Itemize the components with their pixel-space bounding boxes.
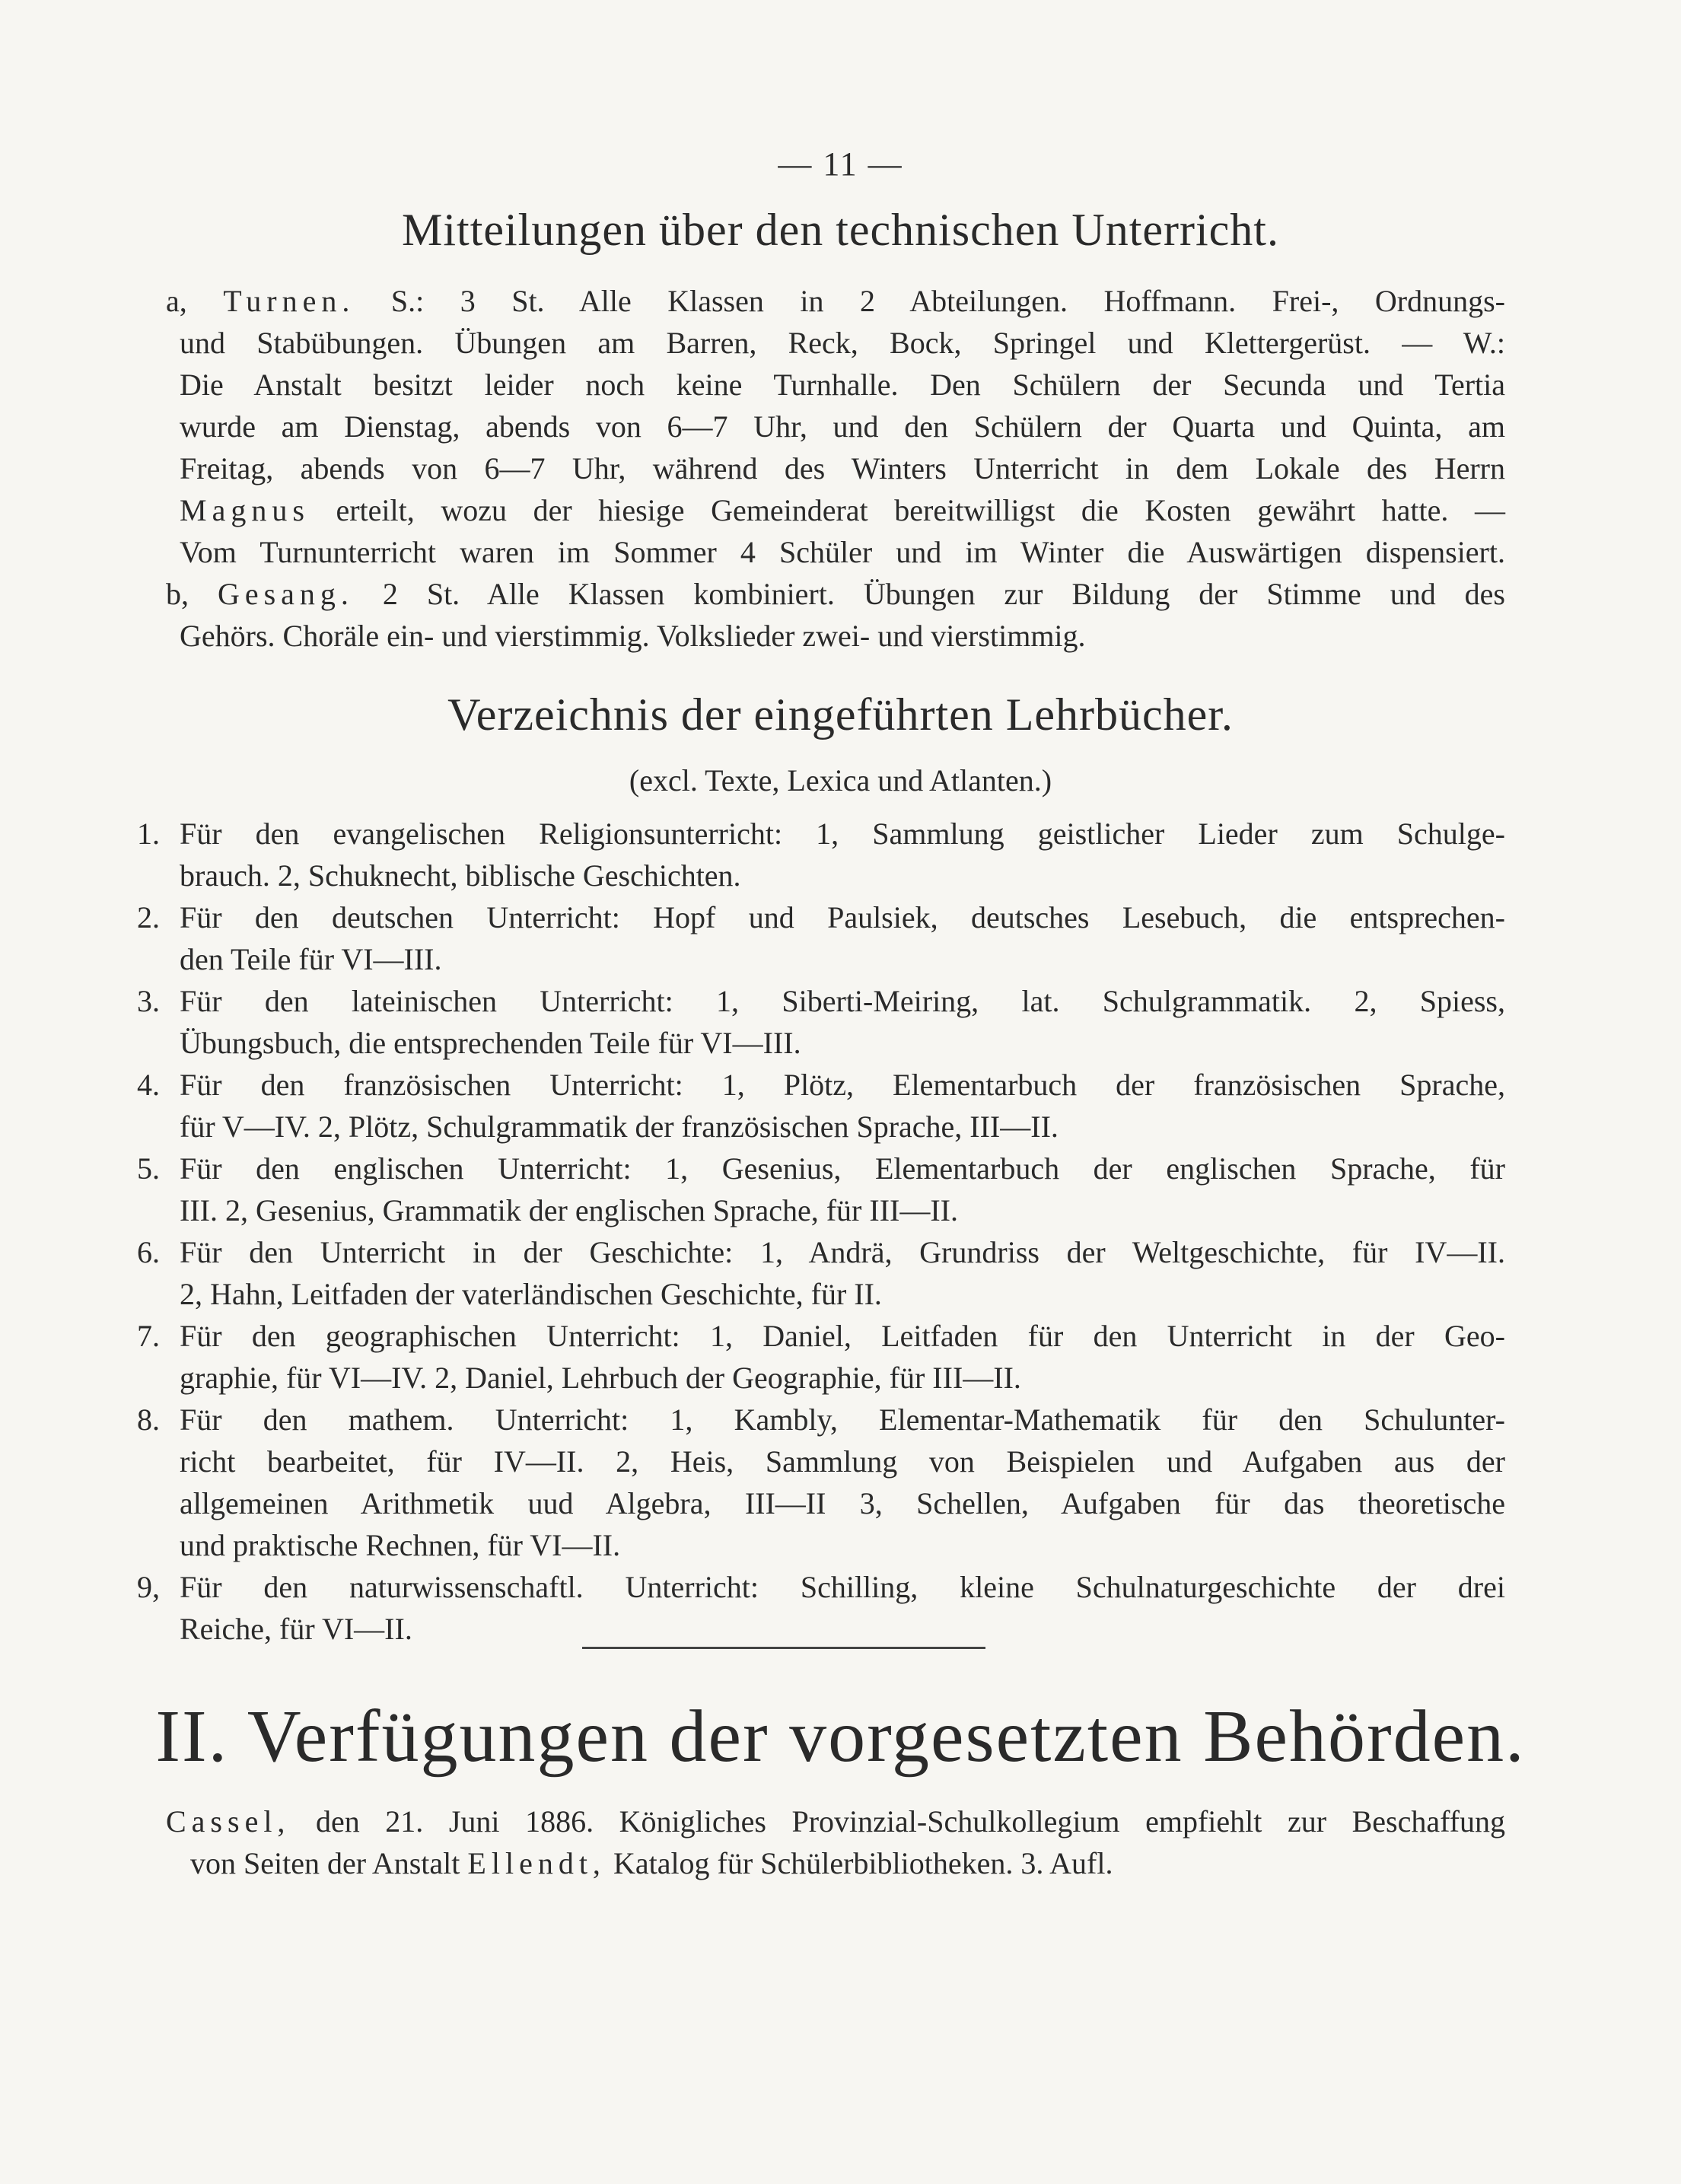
decrees-title: II. Verfügungen der vorgesetzten Behörden. bbox=[155, 1695, 1526, 1778]
tech-line-4: wurde am Dienstag, abends von 6—7 Uhr, und den Schülern der Quarta und Quinta, am bbox=[180, 409, 1505, 444]
book-num-9: 9, bbox=[137, 1570, 160, 1604]
book-line-8b: richt bearbeitet, für IV—II. 2, Heis, Sammlung von Beispielen und Aufgaben aus der bbox=[180, 1444, 1505, 1479]
tech-line-7: Vom Turnunterricht waren im Sommer 4 Schüler und im Winter die Auswärtigen dispensiert. bbox=[180, 535, 1505, 569]
book-line-6b: 2, Hahn, Leitfaden der vaterländischen Geschichte, für II. bbox=[180, 1277, 882, 1311]
book-line-1b: brauch. 2, Schuknecht, biblische Geschichten. bbox=[180, 858, 741, 893]
decree-line-2: von Seiten der Anstalt Ellendt, Katalog für Schülerbibliotheken. 3. Aufl. bbox=[190, 1846, 1113, 1880]
book-line-4b: für V—IV. 2, Plötz, Schulgrammatik der französischen Sprache, III—II. bbox=[180, 1110, 1059, 1144]
tech-line-3: Die Anstalt besitzt leider noch keine Turnhalle. Den Schülern der Secunda und Tertia bbox=[180, 368, 1505, 402]
books-heading: Verzeichnis der eingeführten Lehrbücher. bbox=[447, 689, 1234, 740]
books-subheading: (excl. Texte, Lexica und Atlanten.) bbox=[629, 763, 1052, 798]
section-divider bbox=[582, 1647, 985, 1649]
book-line-8d: und praktische Rechnen, für VI—II. bbox=[180, 1528, 621, 1562]
book-line-5: Für den englischen Unterricht: 1, Gesenius, Elementarbuch der englischen Sprache, für bbox=[180, 1151, 1505, 1186]
tech-line-5: Freitag, abends von 6—7 Uhr, während des Winters Unterricht in dem Lokale des Herrn bbox=[180, 451, 1505, 486]
book-num-5: 5. bbox=[137, 1151, 160, 1186]
book-line-8: Für den mathem. Unterricht: 1, Kambly, Elementar-Mathematik für den Schulunter- bbox=[180, 1402, 1505, 1437]
book-line-3: Für den lateinischen Unterricht: 1, Siberti-Meiring, lat. Schulgrammatik. 2, Spiess, bbox=[180, 984, 1505, 1018]
book-line-2b: den Teile für VI—III. bbox=[180, 942, 442, 976]
book-num-4: 4. bbox=[137, 1068, 160, 1102]
book-num-6: 6. bbox=[137, 1235, 160, 1269]
book-num-1: 1. bbox=[137, 817, 160, 851]
book-num-7: 7. bbox=[137, 1319, 160, 1353]
tech-line-8: b, Gesang. 2 St. Alle Klassen kombiniert. Übungen zur Bildung der Stimme und des bbox=[166, 577, 1506, 611]
book-line-1: Für den evangelischen Religionsunterricht: 1, Sammlung geistlicher Lieder zum Schulge- bbox=[180, 817, 1505, 851]
book-line-9b: Reiche, für VI—II. bbox=[180, 1612, 412, 1646]
tech-line-2: und Stabübungen. Übungen am Barren, Reck, Bock, Springel und Klettergerüst. — W.: bbox=[180, 326, 1505, 360]
tech-line-9: Gehörs. Choräle ein- und vierstimmig. Volkslieder zwei- und vierstimmig. bbox=[180, 619, 1086, 653]
book-line-5b: III. 2, Gesenius, Grammatik der englischen Sprache, für III—II. bbox=[180, 1193, 958, 1227]
decree-line-1: Cassel, den 21. Juni 1886. Königliches Provinzial-Schulkollegium empfiehlt zur Beschaffung bbox=[166, 1804, 1505, 1839]
book-line-6: Für den Unterricht in der Geschichte: 1, Andrä, Grundriss der Weltgeschichte, für IV—II. bbox=[180, 1235, 1505, 1269]
book-line-2: Für den deutschen Unterricht: Hopf und Paulsiek, deutsches Lesebuch, die entsprechen- bbox=[180, 900, 1505, 934]
book-line-4: Für den französischen Unterricht: 1, Plötz, Elementarbuch der französischen Sprache, bbox=[180, 1068, 1505, 1102]
book-line-7: Für den geographischen Unterricht: 1, Daniel, Leitfaden für den Unterricht in der Geo- bbox=[180, 1319, 1505, 1353]
tech-line-6: Magnus erteilt, wozu der hiesige Gemeinderat bereitwilligst die Kosten gewährt hatte. — bbox=[180, 493, 1505, 527]
book-num-2: 2. bbox=[137, 900, 160, 934]
tech-line-1: a, Turnen. S.: 3 St. Alle Klassen in 2 Abteilungen. Hoffmann. Frei-, Ordnungs- bbox=[166, 284, 1505, 318]
book-line-3b: Übungsbuch, die entsprechenden Teile für VI—III. bbox=[180, 1026, 801, 1060]
book-num-3: 3. bbox=[137, 984, 160, 1018]
book-line-9: Für den naturwissenschaftl. Unterricht: Schilling, kleine Schulnaturgeschichte der drei bbox=[180, 1570, 1505, 1604]
page-number: — 11 — bbox=[778, 145, 903, 183]
book-num-8: 8. bbox=[137, 1402, 160, 1437]
technical-heading: Mitteilungen über den technischen Unterricht. bbox=[402, 205, 1279, 255]
book-line-8c: allgemeinen Arithmetik uud Algebra, III—II 3, Schellen, Aufgaben für das theoretische bbox=[180, 1486, 1505, 1520]
book-line-7b: graphie, für VI—IV. 2, Daniel, Lehrbuch der Geographie, für III—II. bbox=[180, 1361, 1021, 1395]
